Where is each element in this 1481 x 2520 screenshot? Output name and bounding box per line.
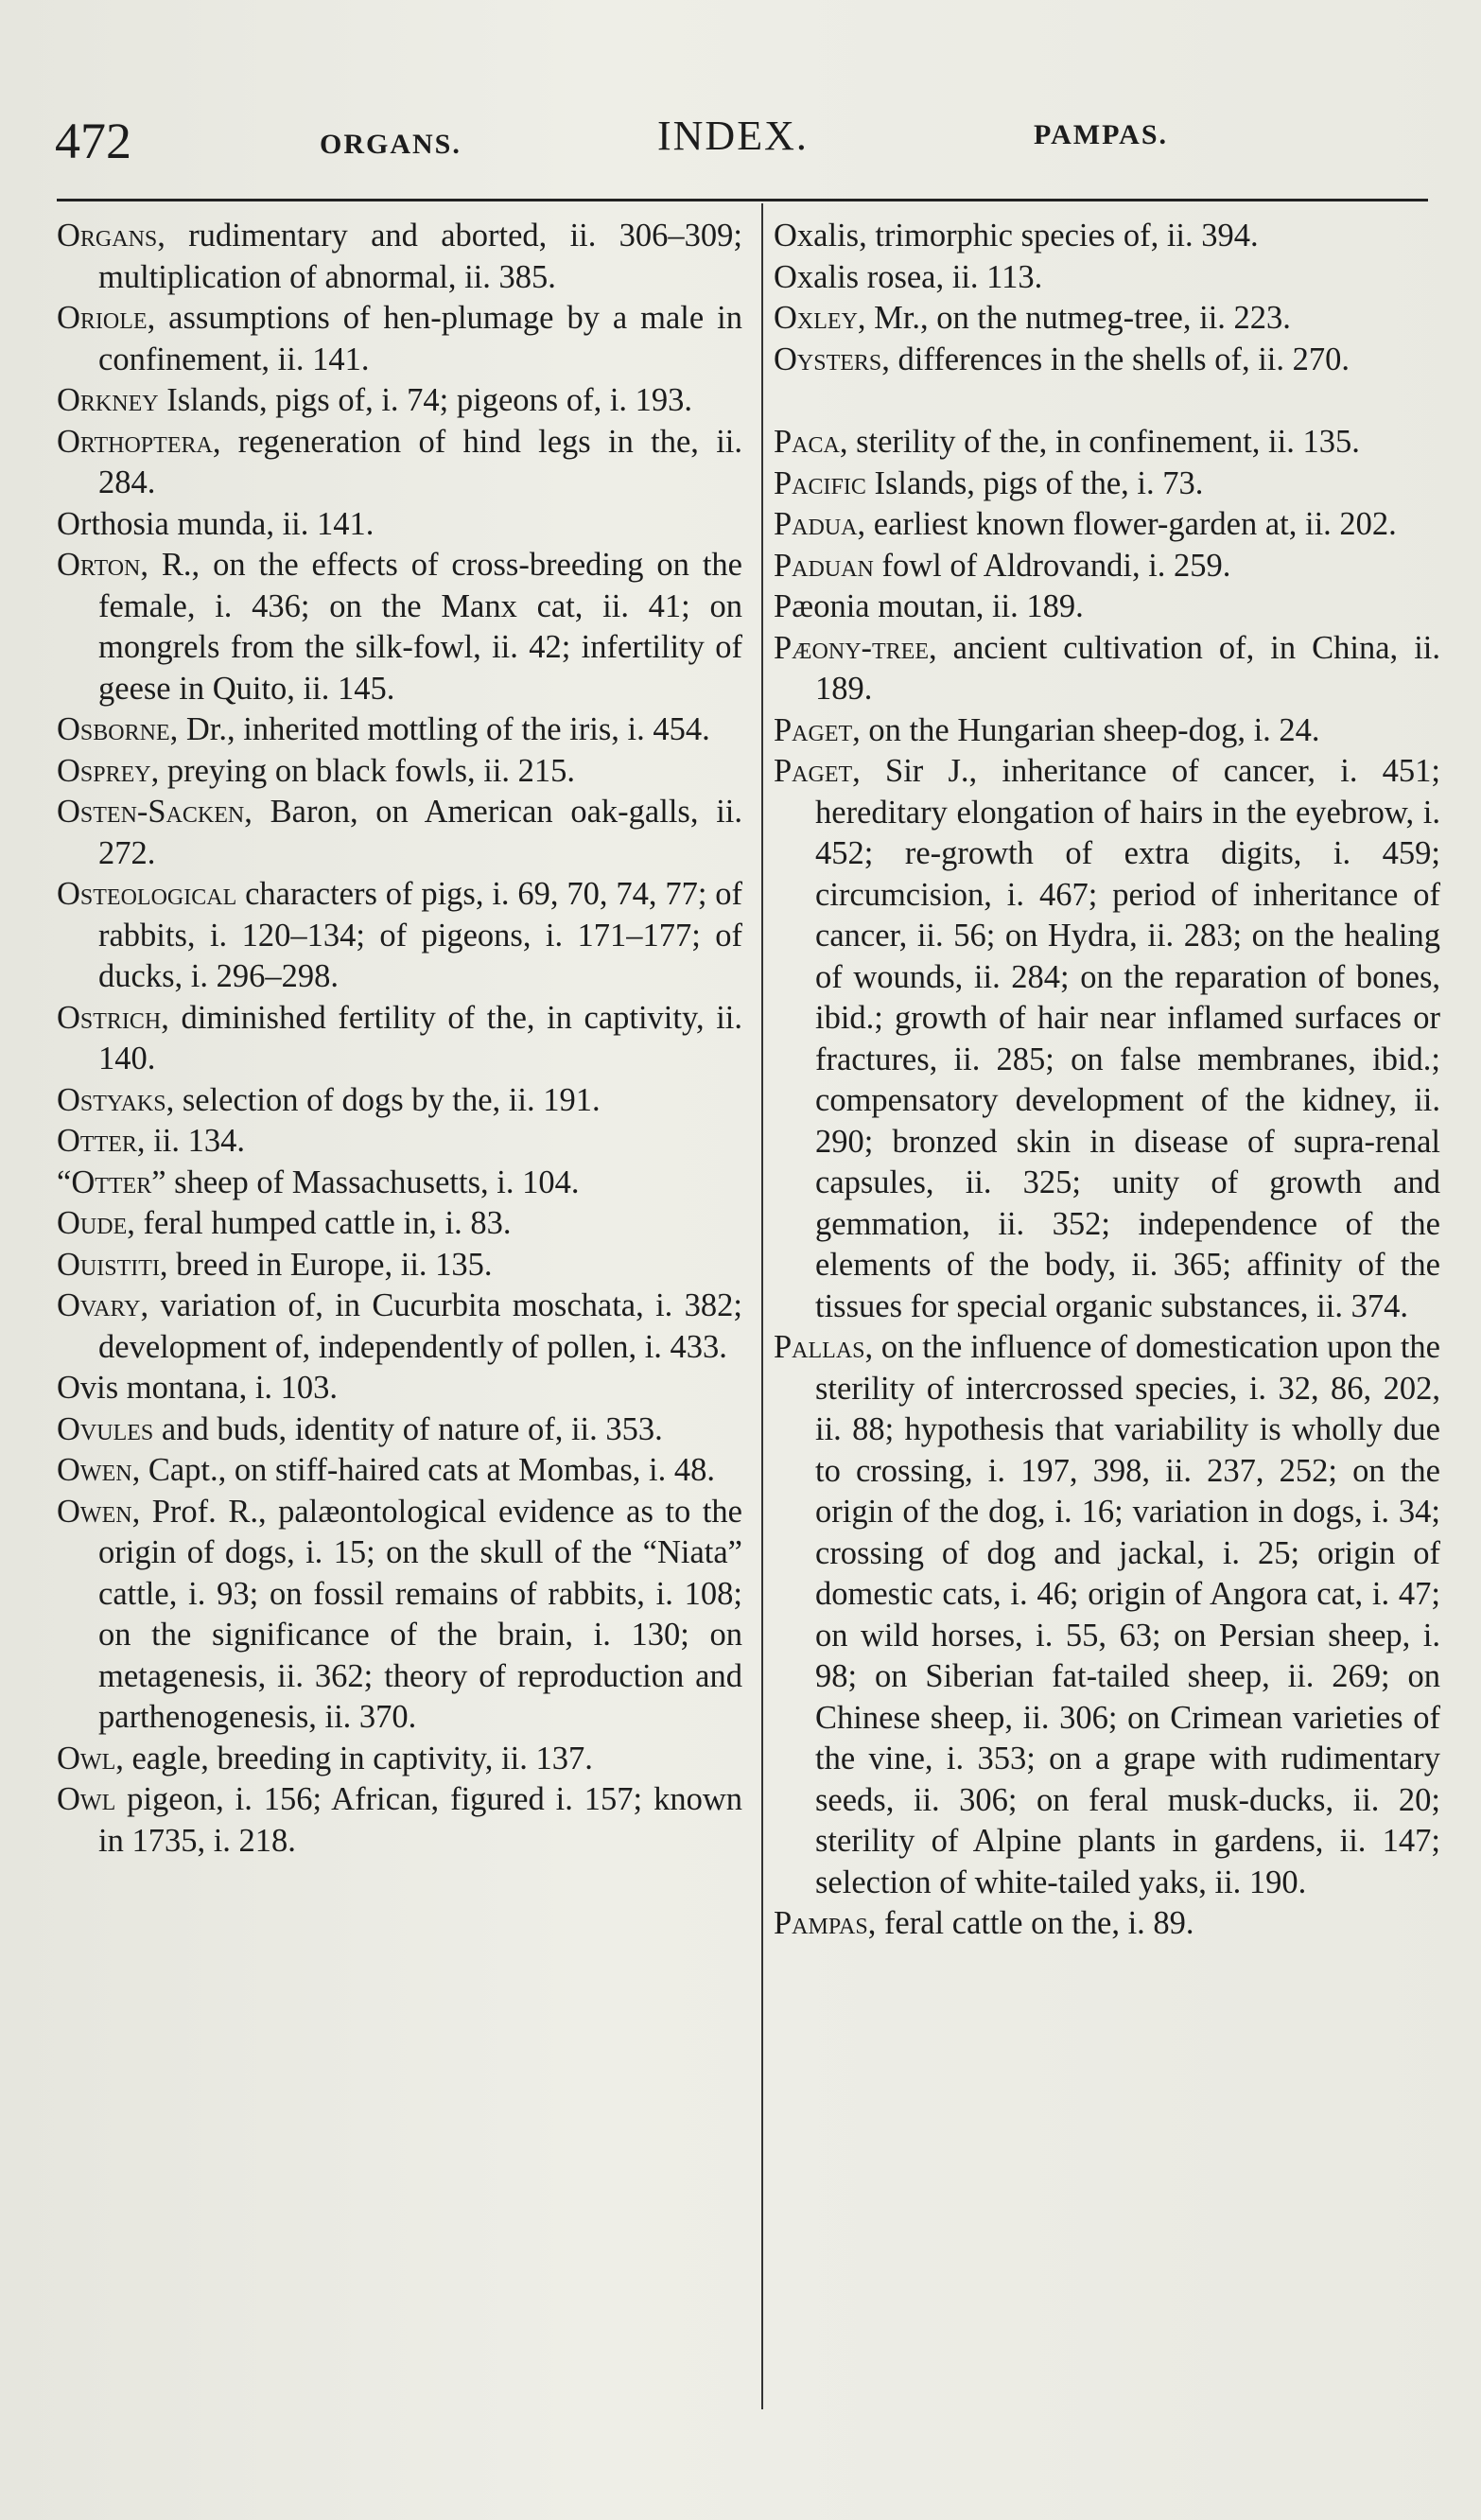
index-entry: Osteological characters of pigs, i. 69, 70, 74, 77; of rabbits, i. 120–134; of pigeons, i. 171–177; of ducks, i. 296–298.: [57, 876, 742, 994]
index-entry: Orkney Islands, pigs of, i. 74; pigeons of, i. 193.: [57, 382, 693, 418]
right-column: [774, 216, 1440, 1945]
index-entry: Oxley, Mr., on the nutmeg-tree, ii. 223.: [774, 300, 1291, 336]
index-entry: Paduan fowl of Aldrovandi, i. 259.: [774, 547, 1231, 584]
index-entry: Pacific Islands, pigs of the, i. 73.: [774, 464, 1204, 501]
index-entry: Osten-Sacken, Baron, on American oak-galls, ii. 272.: [57, 794, 742, 871]
index-entry: “Otter” sheep of Massachusetts, i. 104.: [57, 1164, 580, 1200]
left-column: [57, 216, 742, 1862]
index-entry: Organs, rudimentary and aborted, ii. 306–309; multiplication of abnormal, ii. 385.: [57, 218, 742, 295]
index-entry: Pæonia moutan, ii. 189.: [774, 588, 1084, 624]
left-running-head: ORGANS.: [320, 129, 462, 160]
index-entry: Paget, on the Hungarian sheep-dog, i. 24.: [774, 711, 1320, 748]
index-entry: Oude, feral humped cattle in, i. 83.: [57, 1205, 512, 1241]
index-entry: Owen, Prof. R., palæontological evidence as to the origin of dogs, i. 15; on the skull of the “Niata” cattle, i. 93; on fossil remains of rabbits, i. 108; on the significance of the brain, i. 130; on metagenesis, ii. 362; theory of reproduction and parthenogenesis, ii. 370.: [57, 1493, 742, 1735]
index-entry: Ouistiti, breed in Europe, ii. 135.: [57, 1246, 493, 1283]
index-entry: Osprey, preying on black fowls, ii. 215.: [57, 752, 576, 789]
index-entry: Orthosia munda, ii. 141.: [57, 505, 375, 542]
index-entry: Owen, Capt., on stiff-haired cats at Mombas, i. 48.: [57, 1452, 715, 1488]
index-entry: Ovules and buds, identity of nature of, ii. 353.: [57, 1410, 663, 1447]
index-entry: Owl, eagle, breeding in captivity, ii. 137.: [57, 1740, 593, 1776]
index-entry: Owl pigeon, i. 156; African, figured i. 157; known in 1735, i. 218.: [57, 1781, 742, 1859]
header-rule: [57, 199, 1428, 201]
index-entry: Oysters, differences in the shells of, ii. 270.: [774, 341, 1350, 377]
index-entry: Ostrich, diminished fertility of the, in captivity, ii. 140.: [57, 999, 742, 1076]
index-entry: Pæony-tree, ancient cultivation of, in China, ii. 189.: [774, 629, 1440, 707]
index-entry: Osborne, Dr., inherited mottling of the iris, i. 454.: [57, 711, 710, 747]
index-entry: Orthoptera, regeneration of hind legs in the, ii. 284.: [57, 423, 742, 500]
index-entry: Otter, ii. 134.: [57, 1123, 245, 1159]
index-entry: Paca, sterility of the, in confinement, ii. 135.: [774, 424, 1360, 460]
index-entry: Pallas, on the influence of domestication upon the sterility of intercrossed species, i. 32, 86, 202, ii. 88; hypothesis that variability is wholly due to crossing, i. 197, 398, ii. 237, 252; on the origin of the dog, i. 16; variation in dogs, i. 34; crossing of dog and jackal, i. 25; origin of domestic cats, i. 46; origin of Angora cat, i. 47; on wild horses, i. 55, 63; on Persian sheep, i. 98; on Siberian fat-tailed sheep, ii. 269; on Chinese sheep, ii. 306; on Crimean varieties of the vine, i. 353; on a grape with rudimentary seeds, ii. 306; on feral musk-ducks, ii. 20; sterility of Alpine plants in gardens, ii. 147; selection of white-tailed yaks, ii. 190.: [774, 1329, 1440, 1900]
index-entry: Paget, Sir J., inheritance of cancer, i. 451; hereditary elongation of hairs in the eyebrow, i. 452; re-growth of extra digits, i. 459; circumcision, i. 467; period of inheritance of cancer, ii. 56; on Hydra, ii. 283; on the healing of wounds, ii. 284; on the reparation of bones, ibid.; growth of hair near inflamed surfaces or fractures, ii. 285; on false membranes, ibid.; compensatory development of the kidney, ii. 290; bronzed skin in disease of supra-renal capsules, ii. 325; unity of growth and gemmation, ii. 352; independence of the elements of the body, ii. 365; affinity of the tissues for special organic substances, ii. 374.: [774, 753, 1440, 1324]
index-entry: Pampas, feral cattle on the, i. 89.: [774, 1905, 1194, 1941]
right-running-head: PAMPAS.: [1034, 119, 1169, 150]
index-entry: Oxalis, trimorphic species of, ii. 394.: [774, 218, 1259, 254]
page-number: 472: [55, 113, 131, 169]
column-divider: [761, 203, 763, 2409]
index-entry: Padua, earliest known flower-garden at, ii. 202.: [774, 506, 1397, 542]
index-entry: Ostyaks, selection of dogs by the, ii. 191.: [57, 1081, 601, 1118]
index-entry: Oxalis rosea, ii. 113.: [774, 258, 1043, 295]
index-entry: Orton, R., on the effects of cross-breeding on the female, i. 436; on the Manx cat, ii. 41; on mongrels from the silk-fowl, ii. 42; infertility of geese in Quito, ii. 145.: [57, 547, 742, 707]
page-title: INDEX.: [657, 113, 809, 159]
page-header: [0, 112, 1481, 178]
index-entry: Oriole, assumptions of hen-plumage by a male in confinement, ii. 141.: [57, 300, 742, 377]
letter-section-gap: [774, 380, 1440, 422]
index-entry: Ovis montana, i. 103.: [57, 1370, 339, 1406]
index-entry: Ovary, variation of, in Cucurbita moschata, i. 382; development of, independently of pollen, i. 433.: [57, 1287, 742, 1365]
